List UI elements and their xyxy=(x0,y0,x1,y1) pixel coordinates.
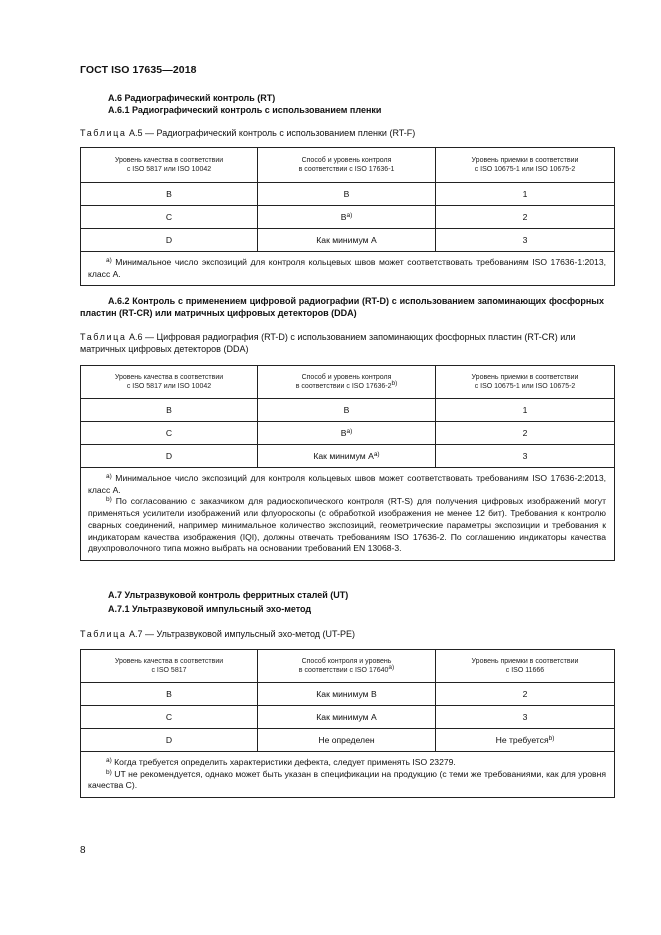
table-cell: C xyxy=(81,422,258,445)
table-row xyxy=(81,729,615,752)
table-cell: B xyxy=(258,399,436,422)
table-cell: $B^{a)}$ xyxy=(258,422,436,445)
page-number: 8 xyxy=(80,845,86,856)
section-heading-a6: А.6 Радиографический контроль (RT) xyxy=(108,93,276,103)
table-cell: D xyxy=(81,729,258,752)
table-notes-row xyxy=(81,752,615,798)
table-row xyxy=(81,183,615,206)
table-cell: B xyxy=(81,683,258,706)
table-header-row xyxy=(81,148,615,183)
table-cell: Не требуется$^{b)}$ xyxy=(436,729,615,752)
table-notes-row xyxy=(81,468,615,561)
table-cell: 1 xyxy=(436,183,615,206)
table-row xyxy=(81,206,615,229)
table-header-cell: Способ контроля и уровень в соответствии с ISO 17640$^{a)}$ xyxy=(258,650,436,683)
table-header-cell: Способ и уровень контроля в соответствии с ISO 17636-2$^{b)}$ xyxy=(258,366,436,399)
table-cell: B xyxy=(81,183,258,206)
table-cell: 1 xyxy=(436,399,615,422)
table-cell: $B^{a)}$ xyxy=(258,206,436,229)
table-note: $^{a)}$ Когда требуется определить характеристики дефекта, следует применять ISO 23279. xyxy=(106,757,456,767)
table-cell: Как минимум $A^{a)}$ xyxy=(258,445,436,468)
table-cell: 2 xyxy=(436,683,615,706)
section-heading-a7: А.7 Ультразвуковой контроль ферритных сталей (UT) xyxy=(108,590,349,600)
table-cell: C xyxy=(81,206,258,229)
table-header-cell: Уровень качества в соответствии с ISO 5817 xyxy=(81,650,258,683)
table-header-cell: Уровень приемки в соответствии с ISO 10675-1 или ISO 10675-2 xyxy=(436,366,615,399)
table-a7 xyxy=(80,649,615,798)
table-cell: D xyxy=(81,445,258,468)
table-row xyxy=(81,399,615,422)
table-note: $^{a)}$ Минимальное число экспозиций для контроля кольцевых швов может соответствовать требованиям ISO 17636-2:2013, класс А. xyxy=(88,473,606,495)
table-cell: 2 xyxy=(436,206,615,229)
subsection-heading-a7-1: А.7.1 Ультразвуковой импульсный эхо-метод xyxy=(108,604,312,614)
table-notes-row xyxy=(81,252,615,286)
table-cell: D xyxy=(81,229,258,252)
table-a7-caption: Таблица А.7 — Ультразвуковой импульсный эхо-метод (UT-PE) xyxy=(80,629,356,639)
table-row xyxy=(81,229,615,252)
table-header-row xyxy=(81,650,615,683)
table-cell: B xyxy=(81,399,258,422)
table-row xyxy=(81,706,615,729)
table-notes xyxy=(81,468,615,561)
table-cell: 2 xyxy=(436,422,615,445)
table-note: $^{b)}$ По согласованию с заказчиком для радиоскопического контроля (RT-S) для получения цифровых изображений могут применяться усилители изображений или флуороскопы (с обработкой изображения не менее 12 бит). Требования к контролю сварных соединений, например минимальное количество экспозиций, геометрические параметры экспозиции и требования к индикаторам качества изображения (IQI), должны отвечать требованиям ISO 17636-2. По соглашению индикаторы качества двухпроволочного типа можно выбрать на основании требований EN 13068-3. xyxy=(88,496,606,554)
table-cell: Как минимум B xyxy=(258,683,436,706)
table-cell: C xyxy=(81,706,258,729)
table-header-cell: Уровень качества в соответствии с ISO 5817 или ISO 10042 xyxy=(81,148,258,183)
table-row xyxy=(81,422,615,445)
table-cell: 3 xyxy=(436,445,615,468)
table-note: $^{a)}$ Минимальное число экспозиций для контроля кольцевых швов может соответствовать требованиям ISO 17636-1:2013, класс А. xyxy=(88,257,606,279)
table-row xyxy=(81,445,615,468)
table-cell: B xyxy=(258,183,436,206)
table-a6 xyxy=(80,365,615,561)
subsection-heading-a6-2: А.6.2 Контроль с применением цифровой радиографии (RT-D) с использованием запоминающих фосфорных пластин (RT-CR) или матричных цифровых детекторов (DDA) xyxy=(80,296,604,318)
table-a5-caption: Таблица А.5 — Радиографический контроль с использованием пленки (RT-F) xyxy=(80,128,416,138)
table-cell: 3 xyxy=(436,706,615,729)
table-cell: Как минимум A xyxy=(258,706,436,729)
table-a6-caption: Таблица А.6 — Цифровая радиография (RT-D) с использованием запоминающих фосфорных пластин (RT-CR) или матричных цифровых детекторов (DDA) xyxy=(80,332,576,354)
table-cell: 3 xyxy=(436,229,615,252)
document-code: ГОСТ ISO 17635—2018 xyxy=(80,64,197,76)
table-notes xyxy=(81,252,615,286)
subsection-heading-a6-1: А.6.1 Радиографический контроль с использованием пленки xyxy=(108,105,382,115)
table-header-cell: Способ и уровень контроля в соответствии с ISO 17636-1 xyxy=(258,148,436,183)
table-note: $^{b)}$ UT не рекомендуется, однако может быть указан в спецификации на продукцию (с теми же требованиями, как для уровня качества С). xyxy=(88,768,606,791)
table-a5 xyxy=(80,147,615,286)
table-notes xyxy=(81,752,615,798)
table-row xyxy=(81,683,615,706)
table-header-cell: Уровень качества в соответствии с ISO 5817 или ISO 10042 xyxy=(81,366,258,399)
table-cell: Как минимум A xyxy=(258,229,436,252)
table-header-row xyxy=(81,366,615,399)
table-header-cell: Уровень приемки в соответствии с ISO 10675-1 или ISO 10675-2 xyxy=(436,148,615,183)
table-header-cell: Уровень приемки в соответствии с ISO 11666 xyxy=(436,650,615,683)
table-cell: Не определен xyxy=(258,729,436,752)
